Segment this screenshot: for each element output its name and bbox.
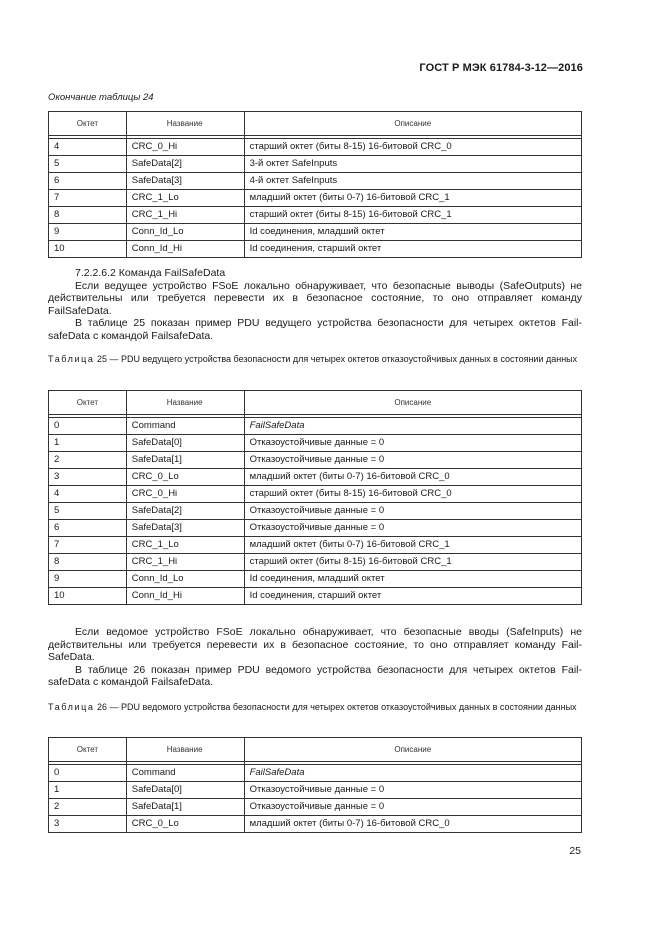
cell-octet: 2: [49, 799, 127, 816]
table-row: [49, 520, 582, 537]
cell-octet: 8: [49, 554, 127, 571]
paragraph: Если ведущее устройство FSoE локально обнаруживает, что безопасные выводы (SafeOutputs) не действительны или требуется перевести их в безопасное состояние, то оно отправляет команду FailSafeData.: [48, 279, 582, 317]
cell-octet: 4: [49, 139, 127, 156]
table-24-end: [48, 111, 582, 258]
column-header-description: Описание: [244, 112, 581, 136]
paragraph: В таблице 26 показан пример PDU ведомого устройства безопасности для четырех октетов Fail-safeData с командой FailsafeData.: [48, 663, 582, 688]
caption-text: 26 — PDU ведомого устройства безопасности для четырех октетов отказоустойчивых данных в состоянии данных: [97, 702, 577, 712]
cell-description: Отказоустойчивые данные = 0: [244, 520, 581, 537]
cell-octet: 5: [49, 503, 127, 520]
cell-description: старший октет (биты 8-15) 16-битовой CRC_1: [244, 554, 581, 571]
cell-octet: 8: [49, 207, 127, 224]
caption-text: 25 — PDU ведущего устройства безопасности для четырех октетов отказоустойчивых данных в состоянии данных: [97, 354, 578, 364]
column-header-octet: Октет: [49, 738, 127, 762]
cell-octet: 7: [49, 190, 127, 207]
cell-name: SafeData[0]: [126, 782, 244, 799]
table-header-row: [49, 738, 582, 762]
cell-description: FailSafeData: [244, 765, 581, 782]
section-7-2-2-6-2: [48, 267, 582, 342]
column-header-octet: Октет: [49, 112, 127, 136]
table-row: [49, 190, 582, 207]
cell-name: SafeData[2]: [126, 156, 244, 173]
table-row: [49, 469, 582, 486]
cell-description: Отказоустойчивые данные = 0: [244, 452, 581, 469]
cell-name: Command: [126, 418, 244, 435]
cell-name: Conn_Id_Hi: [126, 241, 244, 258]
cell-description: младший октет (биты 0-7) 16-битовой CRC_1: [244, 190, 581, 207]
cell-name: SafeData[1]: [126, 799, 244, 816]
column-header-description: Описание: [244, 738, 581, 762]
table-row: [49, 452, 582, 469]
cell-octet: 3: [49, 469, 127, 486]
page-number: 25: [569, 845, 581, 857]
cell-name: CRC_1_Hi: [126, 554, 244, 571]
cell-octet: 9: [49, 571, 127, 588]
table-row: [49, 224, 582, 241]
table-row: [49, 156, 582, 173]
cell-name: CRC_1_Lo: [126, 537, 244, 554]
table-header-row: [49, 391, 582, 415]
cell-description: младший октет (биты 0-7) 16-битовой CRC_0: [244, 469, 581, 486]
cell-octet: 7: [49, 537, 127, 554]
cell-name: CRC_1_Hi: [126, 207, 244, 224]
cell-description: Отказоустойчивые данные = 0: [244, 782, 581, 799]
table-26-caption: [48, 702, 582, 714]
column-header-description: Описание: [244, 391, 581, 415]
cell-name: Conn_Id_Hi: [126, 588, 244, 605]
paragraph: Если ведомое устройство FSoE локально обнаруживает, что безопасные вводы (SafeInputs) не действительны или требуется перевести их в безопасное состояние, то оно отправляет команду Fail-SafeData.: [48, 626, 582, 663]
cell-description: 3-й октет SafeInputs: [244, 156, 581, 173]
cell-name: Conn_Id_Lo: [126, 224, 244, 241]
cell-octet: 1: [49, 782, 127, 799]
column-header-octet: Октет: [49, 391, 127, 415]
cell-octet: 0: [49, 765, 127, 782]
cell-name: CRC_1_Lo: [126, 190, 244, 207]
table-header-row: [49, 112, 582, 136]
table-row: [49, 537, 582, 554]
section-slave-failsafe: [48, 626, 582, 689]
table-row: [49, 554, 582, 571]
cell-octet: 10: [49, 241, 127, 258]
table-row: [49, 571, 582, 588]
column-header-name: Название: [126, 738, 244, 762]
cell-name: CRC_0_Hi: [126, 486, 244, 503]
cell-description: младший октет (биты 0-7) 16-битовой CRC_0: [244, 816, 581, 833]
cell-octet: 1: [49, 435, 127, 452]
cell-name: Conn_Id_Lo: [126, 571, 244, 588]
cell-description: 4-й октет SafeInputs: [244, 173, 581, 190]
cell-name: CRC_0_Lo: [126, 469, 244, 486]
table-row: [49, 486, 582, 503]
cell-description: Id соединения, старший октет: [244, 241, 581, 258]
table-row: [49, 173, 582, 190]
cell-description: Отказоустойчивые данные = 0: [244, 435, 581, 452]
table-25-caption: [48, 354, 582, 366]
cell-octet: 6: [49, 520, 127, 537]
cell-octet: 6: [49, 173, 127, 190]
table-row: [49, 418, 582, 435]
table-row: [49, 139, 582, 156]
cell-description: старший октет (биты 8-15) 16-битовой CRC_1: [244, 207, 581, 224]
caption-label: Таблица: [48, 702, 95, 712]
table-row: [49, 588, 582, 605]
table-continuation-label: Окончание таблицы 24: [48, 92, 154, 103]
caption-label: Таблица: [48, 354, 95, 364]
cell-name: CRC_0_Hi: [126, 139, 244, 156]
cell-name: SafeData[3]: [126, 520, 244, 537]
cell-octet: 2: [49, 452, 127, 469]
column-header-name: Название: [126, 391, 244, 415]
section-heading: 7.2.2.6.2 Команда FailSafeData: [75, 267, 226, 279]
cell-name: SafeData[1]: [126, 452, 244, 469]
cell-description: Id соединения, младший октет: [244, 571, 581, 588]
cell-octet: 3: [49, 816, 127, 833]
cell-octet: 9: [49, 224, 127, 241]
standard-header: ГОСТ Р МЭК 61784-3-12—2016: [419, 62, 583, 74]
cell-octet: 4: [49, 486, 127, 503]
paragraph: В таблице 25 показан пример PDU ведущего устройства безопасности для четырех октетов Fail-safeData с командой FailsafeData.: [48, 317, 582, 342]
table-row: [49, 799, 582, 816]
cell-description: младший октет (биты 0-7) 16-битовой CRC_1: [244, 537, 581, 554]
cell-octet: 10: [49, 588, 127, 605]
cell-description: старший октет (биты 8-15) 16-битовой CRC_0: [244, 486, 581, 503]
cell-name: SafeData[0]: [126, 435, 244, 452]
cell-description: Отказоустойчивые данные = 0: [244, 503, 581, 520]
cell-name: SafeData[2]: [126, 503, 244, 520]
cell-description: Отказоустойчивые данные = 0: [244, 799, 581, 816]
table-26: [48, 737, 582, 833]
table-row: [49, 503, 582, 520]
cell-name: SafeData[3]: [126, 173, 244, 190]
table-row: [49, 782, 582, 799]
cell-name: CRC_0_Lo: [126, 816, 244, 833]
cell-octet: 5: [49, 156, 127, 173]
cell-description: Id соединения, старший октет: [244, 588, 581, 605]
table-25: [48, 390, 582, 605]
cell-name: Command: [126, 765, 244, 782]
cell-description: FailSafeData: [244, 418, 581, 435]
table-row: [49, 241, 582, 258]
column-header-name: Название: [126, 112, 244, 136]
table-row: [49, 765, 582, 782]
cell-description: Id соединения, младший октет: [244, 224, 581, 241]
table-row: [49, 207, 582, 224]
table-row: [49, 435, 582, 452]
cell-octet: 0: [49, 418, 127, 435]
table-row: [49, 816, 582, 833]
cell-description: старший октет (биты 8-15) 16-битовой CRC_0: [244, 139, 581, 156]
